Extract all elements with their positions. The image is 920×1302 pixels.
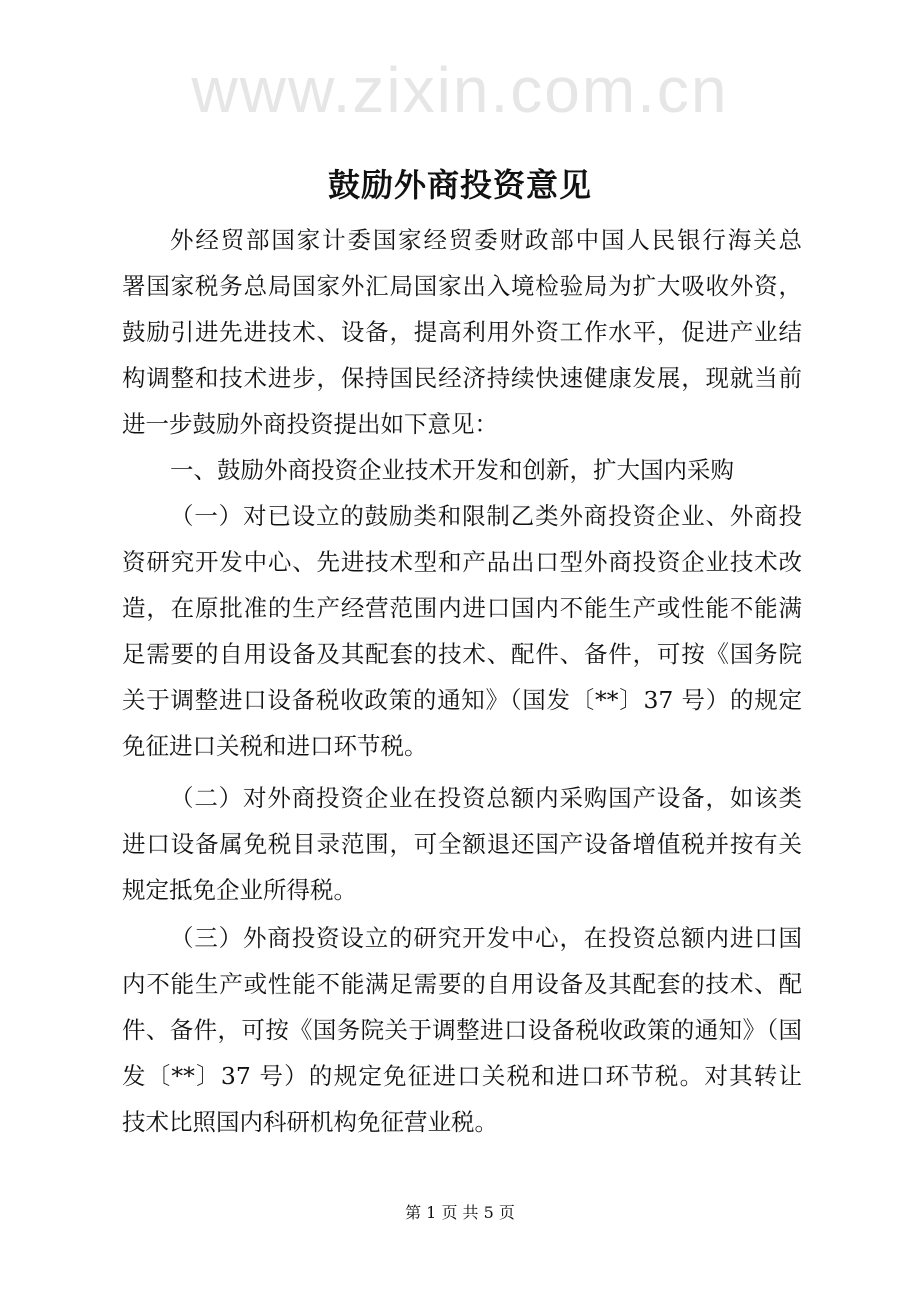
watermark: www.zixin.com.cn: [191, 54, 729, 126]
text-line: 免征进口关税和进口环节税。: [122, 732, 428, 760]
paragraph: [122, 915, 802, 1145]
text-line: 造，在原批准的生产经营范围内进口国内不能生产或性能不能满: [122, 594, 802, 622]
text-line: 资研究开发中心、先进技术型和产品出口型外商投资企业技术改: [122, 548, 802, 576]
text-line: 规定抵免企业所得税。: [122, 876, 357, 904]
text-line: （二）对外商投资企业在投资总额内采购国产设备，如该类: [170, 784, 802, 812]
paragraph: [122, 493, 802, 769]
paragraph: [122, 447, 802, 493]
text-line: 足需要的自用设备及其配套的技术、配件、备件，可按《国务院: [122, 640, 802, 668]
text-line: （一）对已设立的鼓励类和限制乙类外商投资企业、外商投: [170, 502, 802, 530]
document-title: 鼓励外商投资意见: [327, 166, 592, 204]
document-body: [122, 217, 802, 1145]
text-line: 进一步鼓励外商投资提出如下意见：: [122, 410, 498, 438]
page-footer: 第 1 页 共 5 页: [405, 1203, 515, 1222]
text-line: 内不能生产或性能不能满足需要的自用设备及其配套的技术、配: [122, 970, 802, 998]
paragraph: [122, 217, 802, 447]
text-line: （三）外商投资设立的研究开发中心，在投资总额内进口国: [170, 924, 802, 952]
text-line: 外经贸部国家计委国家经贸委财政部中国人民银行海关总: [170, 226, 802, 254]
text-line: 进口设备属免税目录范围，可全额退还国产设备增值税并按有关: [122, 830, 802, 858]
text-line: 构调整和技术进步，保持国民经济持续快速健康发展，现就当前: [122, 364, 802, 392]
text-line: 关于调整进口设备税收政策的通知》（国发〔**〕37 号）的规定: [122, 686, 802, 714]
text-line: 鼓励引进先进技术、设备，提高利用外资工作水平，促进产业结: [122, 318, 802, 346]
text-line: 一、鼓励外商投资企业技术开发和创新，扩大国内采购: [170, 456, 734, 484]
text-line: 技术比照国内科研机构免征营业税。: [122, 1108, 498, 1136]
text-line: 发〔**〕37 号）的规定免征进口关税和进口环节税。对其转让: [122, 1062, 802, 1090]
text-line: 件、备件，可按《国务院关于调整进口设备税收政策的通知》（国: [122, 1016, 802, 1044]
paragraph: [122, 775, 802, 913]
text-line: 署国家税务总局国家外汇局国家出入境检验局为扩大吸收外资，: [122, 272, 802, 300]
